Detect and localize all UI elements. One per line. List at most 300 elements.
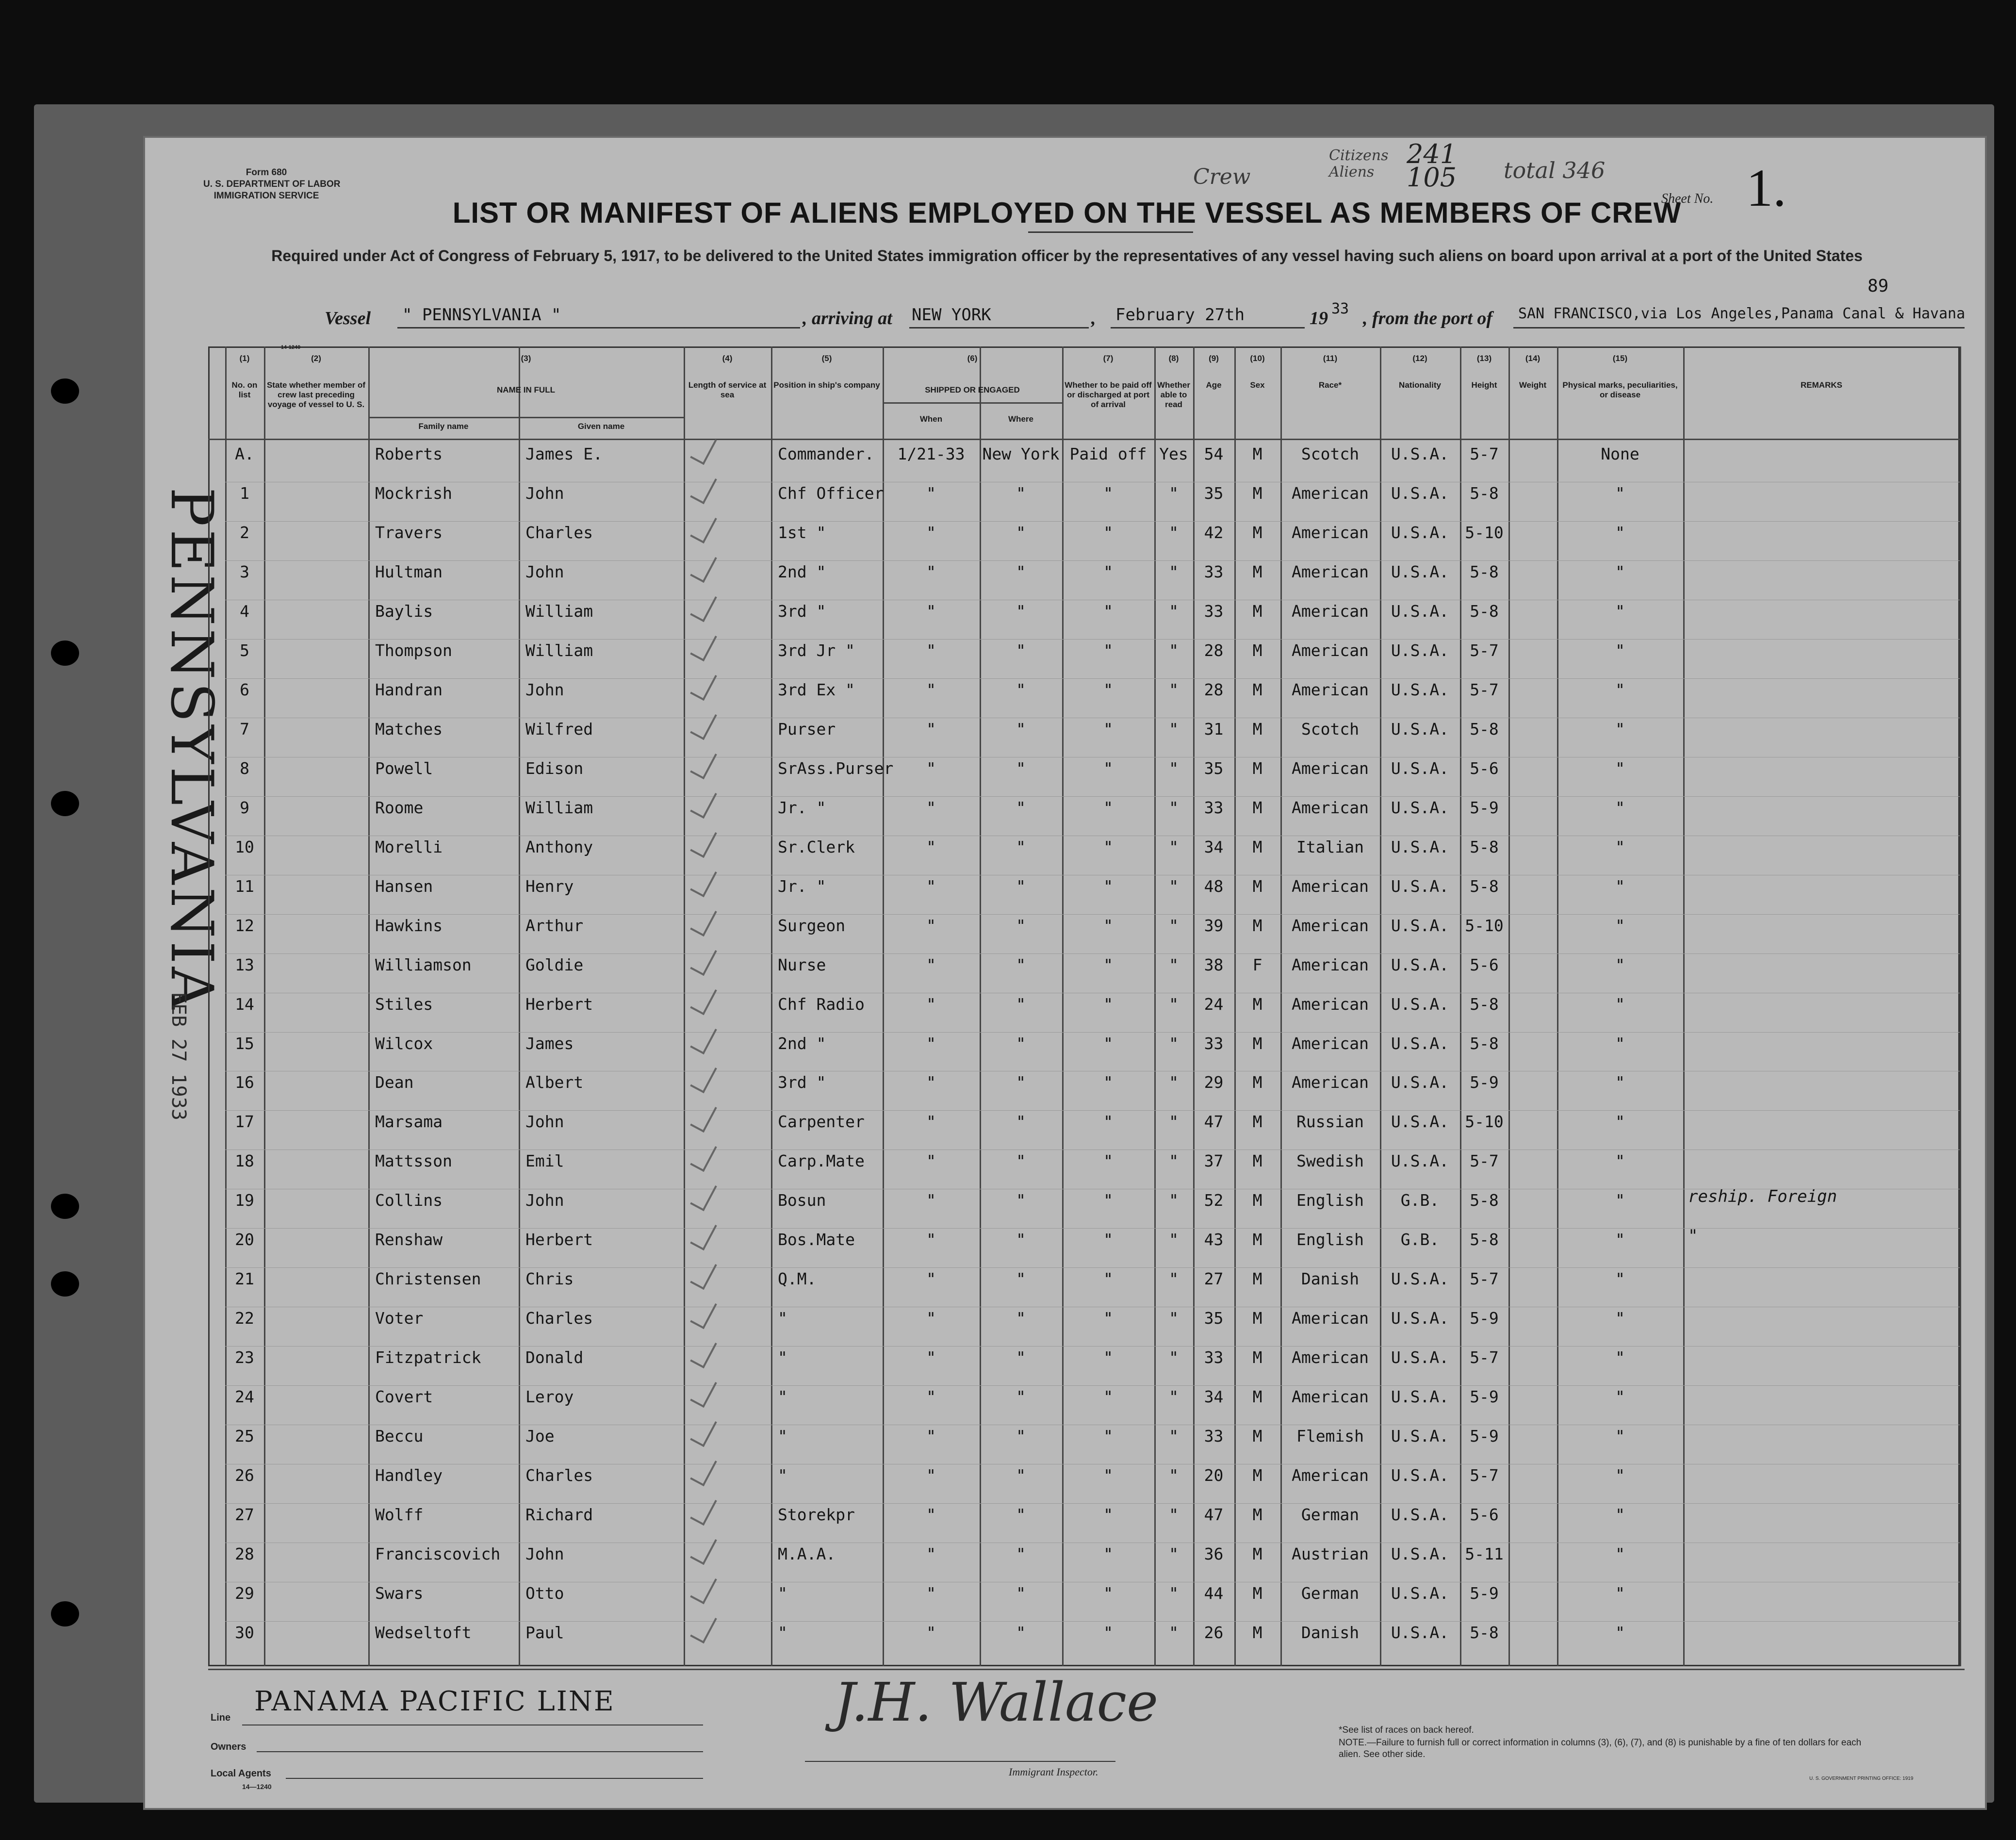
cell-when: ": [926, 1073, 936, 1092]
cell-read: ": [1169, 1348, 1179, 1367]
cell-race: American: [1292, 523, 1369, 542]
cell-race: American: [1292, 1309, 1369, 1328]
column-number: (11): [1323, 354, 1338, 363]
cell-height: 5-6: [1470, 1505, 1499, 1525]
column-header-where: Where: [1008, 414, 1033, 424]
cell-where: ": [1016, 1348, 1026, 1367]
cell-given: Charles: [525, 1309, 593, 1328]
cell-nat: U.S.A.: [1391, 562, 1449, 581]
cell-marks: ": [1615, 1112, 1625, 1132]
cell-no: 3: [240, 562, 249, 581]
cell-marks: ": [1615, 916, 1625, 935]
cell-race: American: [1292, 483, 1369, 503]
cell-family: Powell: [375, 758, 433, 778]
cell-when: ": [926, 916, 936, 935]
cell-read: ": [1169, 1151, 1179, 1171]
cell-when: ": [926, 562, 936, 581]
cell-marks: ": [1615, 1269, 1625, 1289]
cell-height: 5-10: [1465, 1112, 1504, 1132]
cell-sex: M: [1252, 641, 1262, 660]
cell-sex: M: [1252, 876, 1262, 896]
cell-no: 18: [235, 1151, 254, 1171]
arriving-underline: [909, 327, 1089, 329]
cell-height: 5-8: [1470, 601, 1499, 621]
cell-paid: ": [1103, 1309, 1113, 1328]
cell-paid: ": [1103, 798, 1113, 817]
cell-read: ": [1169, 719, 1179, 739]
cell-when: ": [926, 1112, 936, 1132]
cell-where: ": [1016, 1151, 1026, 1171]
cell-given: James E.: [525, 444, 603, 463]
cell-where: ": [1016, 680, 1026, 699]
cell-sex: M: [1252, 1073, 1262, 1092]
cell-marks: ": [1615, 955, 1625, 974]
cell-position: ": [778, 1348, 787, 1367]
margin-date-stamp: FEB 27 1933: [167, 992, 190, 1120]
cell-height: 5-8: [1470, 1623, 1499, 1643]
cell-height: 5-7: [1470, 1151, 1499, 1171]
cell-race: American: [1292, 1466, 1369, 1485]
cell-race: Swedish: [1296, 1151, 1364, 1171]
cell-read: ": [1169, 523, 1179, 542]
vessel-label: Vessel: [325, 308, 371, 329]
cell-marks: ": [1615, 680, 1625, 699]
cell-read: ": [1169, 758, 1179, 778]
cell-no: 20: [235, 1230, 254, 1249]
cell-nat: U.S.A.: [1391, 1269, 1449, 1289]
cell-read: ": [1169, 994, 1179, 1014]
cell-height: 5-7: [1470, 1466, 1499, 1485]
column-number: (12): [1412, 354, 1427, 363]
cell-sex: M: [1252, 994, 1262, 1014]
cell-remarks: ": [1688, 1226, 1698, 1246]
arrival-date: February 27th: [1115, 305, 1245, 325]
printer-line: U. S. GOVERNMENT PRINTING OFFICE: 1919: [1809, 1776, 1914, 1781]
cell-nat: U.S.A.: [1391, 1112, 1449, 1132]
column-header: Race*: [1318, 380, 1342, 390]
punch-hole: [51, 641, 79, 666]
cell-where: ": [1016, 1427, 1026, 1446]
cell-where: ": [1016, 562, 1026, 581]
cell-no: 12: [235, 916, 254, 935]
column-header: Sex: [1250, 380, 1265, 390]
cell-no: 21: [235, 1269, 254, 1289]
cell-family: Hultman: [375, 562, 443, 581]
cell-when: ": [926, 994, 936, 1014]
cell-family: Wolff: [375, 1505, 424, 1525]
cell-position: Purser: [778, 719, 836, 739]
cell-marks: ": [1615, 601, 1625, 621]
cell-age: 34: [1204, 1387, 1224, 1407]
cell-race: American: [1292, 1348, 1369, 1367]
column-divider: [519, 346, 520, 1666]
cell-where: ": [1016, 1230, 1026, 1249]
cell-when: ": [926, 1427, 936, 1446]
cell-where: ": [1016, 719, 1026, 739]
cell-when: ": [926, 1309, 936, 1328]
cell-marks: ": [1615, 1387, 1625, 1407]
cell-where: ": [1016, 1073, 1026, 1092]
inspector-signature: J.H. Wallace: [834, 1671, 1159, 1733]
cell-height: 5-9: [1470, 1387, 1499, 1407]
cell-position: 3rd Jr ": [778, 641, 855, 660]
cell-no: 8: [240, 758, 249, 778]
cell-family: Hansen: [375, 876, 433, 896]
arriving-port: NEW YORK: [912, 305, 991, 325]
cell-sex: M: [1252, 1387, 1262, 1407]
sheet-number: 1.: [1746, 158, 1787, 217]
cell-race: American: [1292, 1387, 1369, 1407]
cell-nat: U.S.A.: [1391, 837, 1449, 856]
cell-nat: U.S.A.: [1391, 876, 1449, 896]
cell-no: 23: [235, 1348, 254, 1367]
cell-position: Jr. ": [778, 876, 826, 896]
cell-height: 5-8: [1470, 1191, 1499, 1210]
cell-read: ": [1169, 641, 1179, 660]
cell-sex: M: [1252, 444, 1262, 463]
column-header: Position in ship's company: [773, 380, 880, 390]
cell-paid: ": [1103, 916, 1113, 935]
cell-sex: M: [1252, 601, 1262, 621]
cell-paid: Paid off: [1069, 444, 1147, 463]
cell-sex: M: [1252, 1427, 1262, 1446]
cell-paid: ": [1103, 758, 1113, 778]
cell-position: Surgeon: [778, 916, 846, 935]
cell-no: 28: [235, 1544, 254, 1564]
shipped-subheader-divider: [883, 402, 1062, 404]
cell-given: Joe: [525, 1427, 555, 1446]
cell-marks: ": [1615, 798, 1625, 817]
row-rule: [225, 1503, 1960, 1504]
cell-nat: U.S.A.: [1391, 1034, 1449, 1053]
cell-sex: M: [1252, 1544, 1262, 1564]
cell-when: ": [926, 523, 936, 542]
cell-where: ": [1016, 1505, 1026, 1525]
column-number: (10): [1250, 354, 1265, 363]
comma-separator: ,: [1091, 308, 1096, 329]
cell-height: 5-8: [1470, 876, 1499, 896]
cell-height: 5-11: [1465, 1544, 1504, 1564]
cell-paid: ": [1103, 1348, 1113, 1367]
arriving-label: , arriving at: [803, 308, 892, 329]
cell-nat: U.S.A.: [1391, 1151, 1449, 1171]
cell-position: 2nd ": [778, 1034, 826, 1053]
cell-race: American: [1292, 798, 1369, 817]
row-rule: [225, 1032, 1960, 1033]
column-header: Weight: [1519, 380, 1547, 390]
header-divider: [208, 439, 1960, 440]
cell-height: 5-7: [1470, 641, 1499, 660]
cell-no: 9: [240, 798, 249, 817]
cell-position: Nurse: [778, 955, 826, 974]
cell-no: 6: [240, 680, 249, 699]
cell-read: ": [1169, 1073, 1179, 1092]
cell-sex: M: [1252, 1151, 1262, 1171]
column-divider: [771, 346, 772, 1666]
cell-read: ": [1169, 1466, 1179, 1485]
cell-paid: ": [1103, 1466, 1113, 1485]
cell-position: Bosun: [778, 1191, 826, 1210]
cell-race: German: [1301, 1505, 1360, 1525]
row-rule: [225, 1110, 1960, 1111]
cell-where: ": [1016, 1584, 1026, 1603]
column-header: REMARKS: [1801, 380, 1842, 390]
cell-height: 5-7: [1470, 444, 1499, 463]
cell-age: 28: [1204, 680, 1224, 699]
column-number: (13): [1476, 354, 1492, 363]
cell-paid: ": [1103, 641, 1113, 660]
page-stamp: 89: [1868, 276, 1889, 296]
cell-marks: ": [1615, 1151, 1625, 1171]
cell-sex: M: [1252, 562, 1262, 581]
cell-where: ": [1016, 1269, 1026, 1289]
cell-given: Donald: [525, 1348, 584, 1367]
cell-position: 2nd ": [778, 562, 826, 581]
cell-when: ": [926, 1544, 936, 1564]
punch-hole: [51, 1601, 79, 1626]
cell-age: 54: [1204, 444, 1224, 463]
cell-read: ": [1169, 1427, 1179, 1446]
vessel-underline: [397, 327, 800, 329]
cell-sex: M: [1252, 1230, 1262, 1249]
punch-hole: [51, 1271, 79, 1297]
cell-nat: U.S.A.: [1391, 798, 1449, 817]
cell-read: ": [1169, 680, 1179, 699]
cell-when: ": [926, 876, 936, 896]
year-prefix: 19: [1310, 308, 1328, 329]
column-header: No. on list: [231, 380, 258, 399]
cell-read: ": [1169, 1191, 1179, 1210]
cell-sex: M: [1252, 523, 1262, 542]
column-header: State whether member of crew last preceding voyage of vessel to U. S.: [266, 380, 366, 409]
cell-read: ": [1169, 1309, 1179, 1328]
cell-nat: U.S.A.: [1391, 483, 1449, 503]
cell-height: 5-8: [1470, 562, 1499, 581]
cell-where: ": [1016, 1466, 1026, 1485]
cell-height: 5-9: [1470, 1309, 1499, 1328]
cell-sex: M: [1252, 837, 1262, 856]
cell-where: ": [1016, 916, 1026, 935]
punch-hole: [51, 378, 79, 404]
cell-no: 22: [235, 1309, 254, 1328]
cell-sex: M: [1252, 1623, 1262, 1643]
column-number: (5): [821, 354, 832, 363]
cell-height: 5-7: [1470, 680, 1499, 699]
column-header: Physical marks, peculiarities, or disease: [1562, 380, 1678, 399]
cell-nat: U.S.A.: [1391, 641, 1449, 660]
cell-given: Anthony: [525, 837, 593, 856]
page-title: LIST OR MANIFEST OF ALIENS EMPLOYED ON THE VESSEL AS MEMBERS OF CREW: [452, 197, 1682, 229]
column-number: (14): [1525, 354, 1541, 363]
cell-position: 3rd ": [778, 601, 826, 621]
cell-position: SrAss.Purser: [778, 758, 894, 778]
cell-no: 17: [235, 1112, 254, 1132]
cell-position: Storekpr: [778, 1505, 855, 1525]
cell-paid: ": [1103, 1191, 1113, 1210]
cell-no: 29: [235, 1584, 254, 1603]
cell-paid: ": [1103, 994, 1113, 1014]
cell-when: ": [926, 1584, 936, 1603]
cell-race: American: [1292, 1073, 1369, 1092]
cell-marks: ": [1615, 1309, 1625, 1328]
cell-no: 14: [235, 994, 254, 1014]
column-number: (8): [1168, 354, 1179, 363]
cell-marks: ": [1615, 1191, 1625, 1210]
year-suffix: 33: [1331, 300, 1349, 317]
cell-read: ": [1169, 798, 1179, 817]
cell-paid: ": [1103, 1505, 1113, 1525]
cell-family: Hawkins: [375, 916, 443, 935]
cell-position: Jr. ": [778, 798, 826, 817]
cell-sex: M: [1252, 1309, 1262, 1328]
cell-position: Commander.: [778, 444, 874, 463]
agents-underline: [286, 1778, 703, 1779]
margin-ship-name: PENNSYLVANIA: [158, 487, 225, 1012]
column-header-when: When: [919, 414, 943, 424]
cell-race: American: [1292, 994, 1369, 1014]
cell-position: ": [778, 1309, 787, 1328]
cell-position: ": [778, 1584, 787, 1603]
cell-nat: U.S.A.: [1391, 1623, 1449, 1643]
cell-given: Otto: [525, 1584, 564, 1603]
cell-marks: ": [1615, 876, 1625, 896]
cell-age: 43: [1204, 1230, 1224, 1249]
cell-no: 30: [235, 1623, 254, 1643]
cell-where: ": [1016, 758, 1026, 778]
cell-no: 2: [240, 523, 249, 542]
row-rule: [225, 796, 1960, 797]
cell-when: ": [926, 1505, 936, 1525]
cell-when: ": [926, 1034, 936, 1053]
cell-race: Danish: [1301, 1623, 1360, 1643]
cell-race: Austrian: [1292, 1544, 1369, 1564]
cell-no: A.: [235, 444, 254, 463]
cell-position: Chf Radio: [778, 994, 865, 1014]
cell-given: Emil: [525, 1151, 564, 1171]
cell-sex: M: [1252, 1112, 1262, 1132]
cell-when: ": [926, 837, 936, 856]
cell-age: 33: [1204, 1348, 1224, 1367]
column-header: Length of service at sea: [688, 380, 767, 399]
row-rule: [225, 1385, 1960, 1386]
cell-paid: ": [1103, 1544, 1113, 1564]
column-header-name-in-full: NAME IN FULL: [497, 385, 555, 394]
cell-marks: ": [1615, 562, 1625, 581]
cell-race: American: [1292, 876, 1369, 896]
column-divider: [1508, 346, 1510, 1666]
cell-family: Stiles: [375, 994, 433, 1014]
cell-read: ": [1169, 916, 1179, 935]
column-header: Age: [1206, 380, 1222, 390]
local-agents-code: 14—1240: [242, 1783, 272, 1791]
cell-race: Flemish: [1296, 1427, 1364, 1446]
cell-given: John: [525, 1112, 564, 1132]
cell-paid: ": [1103, 955, 1113, 974]
cell-where: ": [1016, 837, 1026, 856]
footer-divider: [208, 1669, 1965, 1670]
row-rule: [225, 914, 1960, 915]
cell-given: Albert: [525, 1073, 584, 1092]
column-divider: [684, 346, 685, 1666]
cell-given: Edison: [525, 758, 584, 778]
cell-read: Yes: [1159, 444, 1188, 463]
inspector-underline: [805, 1761, 1115, 1762]
column-number: (15): [1612, 354, 1628, 363]
cell-height: 5-8: [1470, 483, 1499, 503]
cell-race: American: [1292, 758, 1369, 778]
cell-marks: ": [1615, 1427, 1625, 1446]
cell-when: ": [926, 1623, 936, 1643]
cell-where: ": [1016, 1034, 1026, 1053]
cell-family: Roberts: [375, 444, 443, 463]
cell-nat: U.S.A.: [1391, 1348, 1449, 1367]
cell-sex: M: [1252, 680, 1262, 699]
cell-marks: ": [1615, 641, 1625, 660]
cell-family: Swars: [375, 1584, 424, 1603]
cell-read: ": [1169, 1584, 1179, 1603]
column-divider: [368, 346, 370, 1666]
cell-given: James: [525, 1034, 574, 1053]
cell-marks: ": [1615, 837, 1625, 856]
cell-nat: U.S.A.: [1391, 444, 1449, 463]
cell-paid: ": [1103, 562, 1113, 581]
date-underline: [1111, 327, 1305, 329]
cell-position: Carpenter: [778, 1112, 865, 1132]
cell-given: John: [525, 1191, 564, 1210]
cell-given: Henry: [525, 876, 574, 896]
cell-where: ": [1016, 601, 1026, 621]
cell-marks: ": [1615, 1034, 1625, 1053]
cell-position: Chf Officer: [778, 483, 884, 503]
cell-paid: ": [1103, 1112, 1113, 1132]
cell-read: ": [1169, 1112, 1179, 1132]
cell-family: Williamson: [375, 955, 472, 974]
cell-age: 35: [1204, 1309, 1224, 1328]
cell-no: 25: [235, 1427, 254, 1446]
cell-age: 47: [1204, 1112, 1224, 1132]
cell-family: Travers: [375, 523, 443, 542]
cell-sex: M: [1252, 1269, 1262, 1289]
cell-no: 19: [235, 1191, 254, 1210]
cell-read: ": [1169, 1034, 1179, 1053]
cell-paid: ": [1103, 680, 1113, 699]
cell-nat: U.S.A.: [1391, 994, 1449, 1014]
cell-age: 36: [1204, 1544, 1224, 1564]
column-header: Height: [1471, 380, 1497, 390]
cell-family: Baylis: [375, 601, 433, 621]
cell-nat: U.S.A.: [1391, 601, 1449, 621]
page-subtitle: Required under Act of Congress of February 5, 1917, to be delivered to the United States immigration officer by the representatives of any vessel having such aliens on board upon arrival at a port of the United States: [271, 247, 1863, 264]
cell-no: 26: [235, 1466, 254, 1485]
cell-given: Richard: [525, 1505, 593, 1525]
cell-given: Chris: [525, 1269, 574, 1289]
cell-read: ": [1169, 1387, 1179, 1407]
cell-height: 5-7: [1470, 1348, 1499, 1367]
row-rule: [225, 953, 1960, 954]
cell-family: Voter: [375, 1309, 424, 1328]
cell-family: Covert: [375, 1387, 433, 1407]
cell-nat: U.S.A.: [1391, 758, 1449, 778]
cell-paid: ": [1103, 876, 1113, 896]
cell-race: American: [1292, 955, 1369, 974]
cell-given: John: [525, 562, 564, 581]
cell-position: Q.M.: [778, 1269, 817, 1289]
cell-read: ": [1169, 1269, 1179, 1289]
cell-no: 7: [240, 719, 249, 739]
cell-read: ": [1169, 1505, 1179, 1525]
cell-marks: ": [1615, 483, 1625, 503]
cell-family: Christensen: [375, 1269, 481, 1289]
